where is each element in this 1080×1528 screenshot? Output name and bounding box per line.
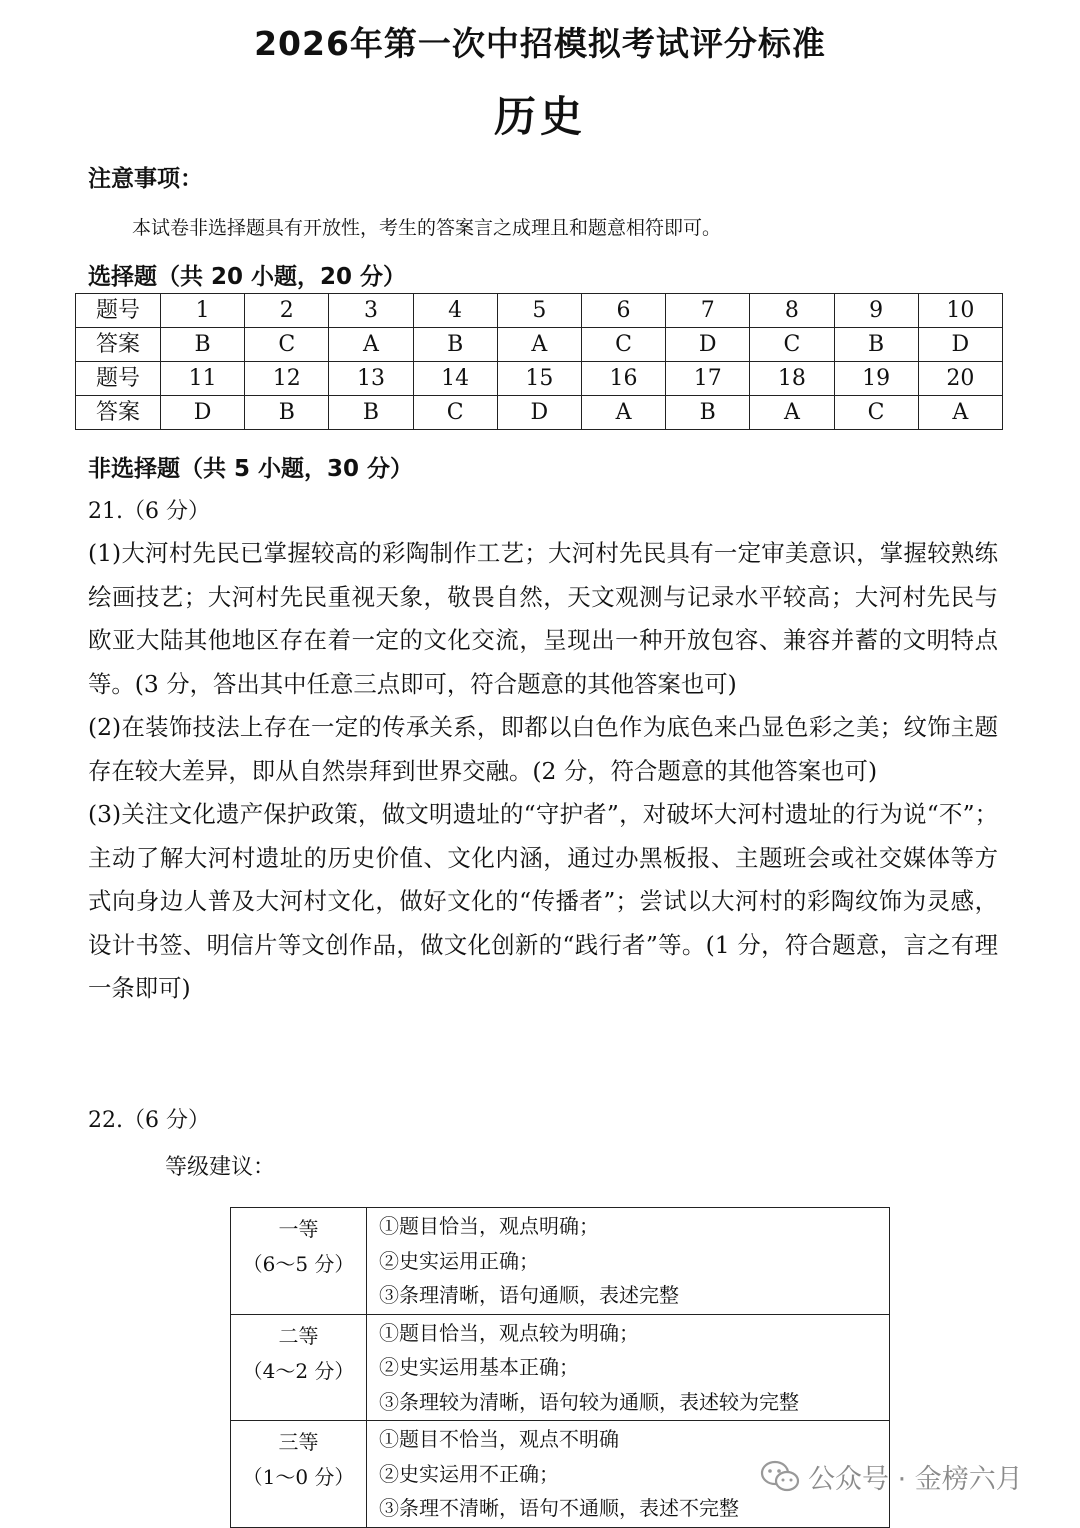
- subject-title: 历史: [493, 92, 586, 141]
- answer-cell: A: [750, 396, 834, 430]
- grade-criterion: ②史实运用正确；: [379, 1248, 539, 1273]
- answer-cell: 4: [413, 294, 497, 328]
- answer-cell: 13: [329, 362, 413, 396]
- grade-criterion: ③条理清晰，语句通顺，表述完整: [379, 1283, 679, 1307]
- grade-criteria-cell: [367, 1208, 890, 1315]
- q21-part3: (3)关注文化遗产保护政策，做文明遗址的“守护者”，对破坏大河村遗址的行为说“不”；主动了解大河村遗址的历史价值、文化内涵，通过办黑板报、主题班会或社交媒体等方式向身边人普及大河村文化，做好文化的“传播者”；尝试以大河村的彩陶纹饰为灵感，设计书签、明信片等文创作品，做文化创新的“践行者”等。(1 分，符合题意，言之有理一条即可): [88, 800, 998, 1002]
- answer-cell: 2: [245, 294, 329, 328]
- answer-cell: 1: [161, 294, 245, 328]
- answer-cell: 7: [666, 294, 750, 328]
- answer-cell: B: [834, 328, 918, 362]
- grade-criterion: ①题目不恰当，观点不明确: [379, 1427, 619, 1451]
- grade-criterion: ③条理不清晰，语句不通顺，表述不完整: [379, 1496, 739, 1520]
- answer-cell: A: [581, 396, 665, 430]
- wechat-icon: [760, 1460, 800, 1494]
- grade-criteria-cell: [367, 1314, 890, 1421]
- answer-table-row: [76, 294, 1003, 328]
- grade-level-cell: [231, 1421, 367, 1528]
- answer-cell: 10: [918, 294, 1002, 328]
- grade-score: （6～5 分）: [242, 1252, 355, 1276]
- answer-cell: 11: [161, 362, 245, 396]
- grade-criterion: ①题目恰当，观点明确；: [379, 1214, 599, 1238]
- watermark: [760, 1457, 1023, 1496]
- row-header-cell: 题号: [76, 362, 161, 396]
- answer-cell: C: [581, 328, 665, 362]
- answer-cell: 5: [497, 294, 581, 328]
- answer-cell: 12: [245, 362, 329, 396]
- answer-cell: 18: [750, 362, 834, 396]
- answer-cell: 3: [329, 294, 413, 328]
- q21-part1: (1)大河村先民已掌握较高的彩陶制作工艺；大河村先民具有一定审美意识，掌握较熟练绘画技艺；大河村先民重视天象，敬畏自然，天文观测与记录水平较高；大河村先民与欧亚大陆其他地区存在着一定的文化交流，呈现出一种开放包容、兼容并蓄的文明特点等。(3 分，答出其中任意三点即可，符合题意的其他答案也可): [88, 539, 998, 698]
- row-header-cell: 答案: [76, 396, 161, 430]
- answer-table-row: [76, 362, 1003, 396]
- answer-cell: A: [497, 328, 581, 362]
- answer-cell: 17: [666, 362, 750, 396]
- answer-cell: 15: [497, 362, 581, 396]
- multiple-choice-heading: 选择题（共 20 小题，20 分）: [88, 264, 407, 290]
- answer-cell: D: [666, 328, 750, 362]
- grade-criterion: ③条理较为清晰，语句较为通顺，表述较为完整: [379, 1389, 799, 1414]
- answer-cell: B: [329, 396, 413, 430]
- answer-cell: D: [918, 328, 1002, 362]
- row-header-cell: 答案: [76, 328, 161, 362]
- answer-cell: C: [834, 396, 918, 430]
- answer-cell: 20: [918, 362, 1002, 396]
- answer-cell: C: [413, 396, 497, 430]
- answer-cell: B: [161, 328, 245, 362]
- answer-table-row: [76, 328, 1003, 362]
- watermark-text: 公众号 · 金榜六月: [808, 1464, 1023, 1495]
- answer-cell: B: [413, 328, 497, 362]
- grade-row: [231, 1208, 890, 1315]
- grade-level: 二等: [278, 1323, 319, 1348]
- answer-cell: D: [161, 396, 245, 430]
- grade-level: 一等: [278, 1217, 319, 1241]
- answer-cell: 14: [413, 362, 497, 396]
- answer-table: [75, 293, 1003, 430]
- question-21-label: 21.（6 分）: [88, 499, 210, 524]
- notice-heading: 注意事项：: [88, 166, 203, 192]
- answer-cell: B: [666, 396, 750, 430]
- grade-level: 三等: [278, 1430, 319, 1454]
- question-22-label: 22.（6 分）: [88, 1108, 210, 1133]
- non-choice-heading: 非选择题（共 5 小题，30 分）: [88, 456, 414, 482]
- grade-level-cell: [231, 1208, 367, 1315]
- grade-score: （4～2 分）: [242, 1358, 355, 1383]
- q21-part2: (2)在装饰技法上存在一定的传承关系，即都以白色作为底色来凸显色彩之美；纹饰主题存在较大差异，即从自然崇拜到世界交融。(2 分，符合题意的其他答案也可): [88, 713, 998, 785]
- answer-cell: 16: [581, 362, 665, 396]
- answer-cell: 8: [750, 294, 834, 328]
- grade-criterion: ②史实运用基本正确；: [379, 1355, 579, 1379]
- grade-criterion: ②史实运用不正确；: [379, 1461, 559, 1486]
- notice-text: 本试卷非选择题具有开放性，考生的答案言之成理且和题意相符即可。: [132, 217, 722, 239]
- grade-level-cell: [231, 1314, 367, 1421]
- answer-table-row: [76, 396, 1003, 430]
- grade-score: （1～0 分）: [242, 1465, 355, 1489]
- page-title: 2026年第一次中招模拟考试评分标准: [254, 24, 826, 63]
- grade-intro: 等级建议：: [165, 1155, 276, 1180]
- row-header-cell: 题号: [76, 294, 161, 328]
- answer-cell: C: [750, 328, 834, 362]
- answer-cell: B: [245, 396, 329, 430]
- answer-cell: A: [918, 396, 1002, 430]
- grade-criterion: ①题目恰当，观点较为明确；: [379, 1320, 639, 1345]
- answer-cell: D: [497, 396, 581, 430]
- grade-row: [231, 1314, 890, 1421]
- answer-cell: 19: [834, 362, 918, 396]
- answer-cell: C: [245, 328, 329, 362]
- answer-cell: 9: [834, 294, 918, 328]
- answer-cell: A: [329, 328, 413, 362]
- question-21-answer: [88, 532, 998, 1011]
- answer-cell: 6: [581, 294, 665, 328]
